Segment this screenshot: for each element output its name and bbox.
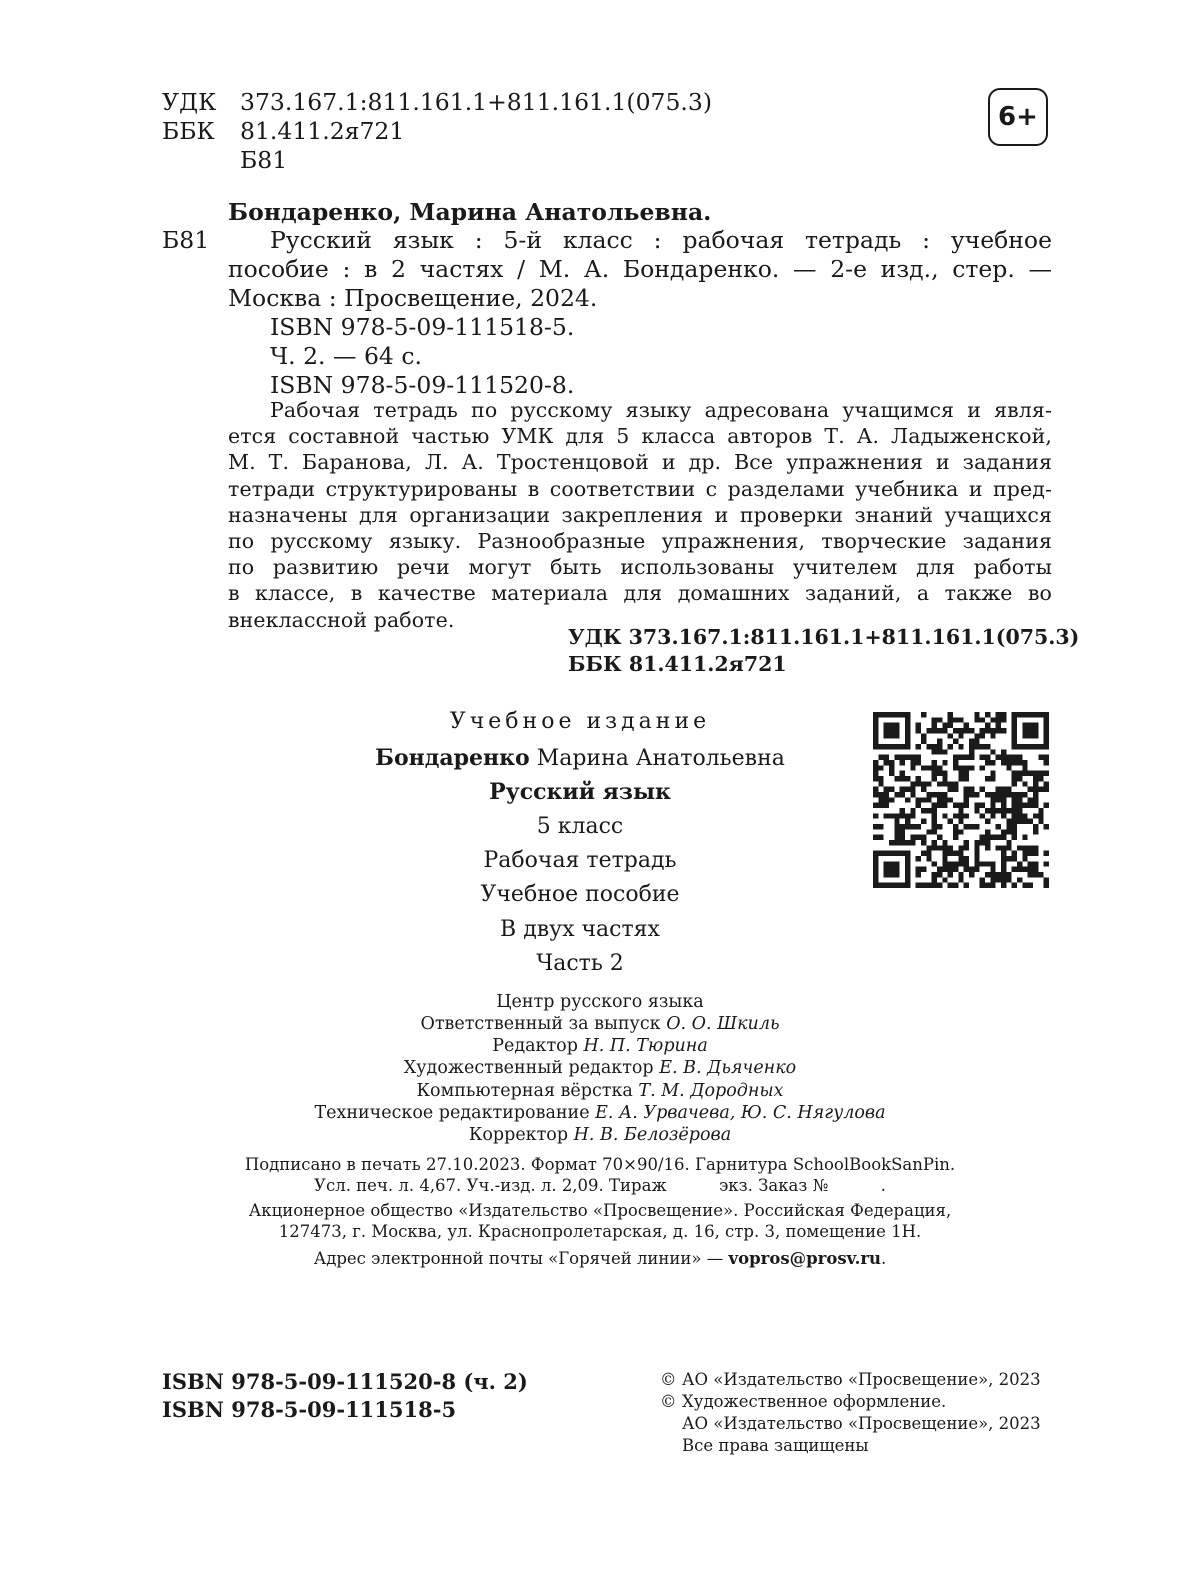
publisher-address: 127473, г. Москва, ул. Краснопролетарская, д. 16, стр. 3, помещение 1Н. bbox=[278, 1222, 922, 1241]
annotation-line: по русскому языку. Разнообразные упражнения, творческие задания bbox=[228, 529, 1052, 554]
credit-label: Ответственный за выпуск bbox=[420, 1014, 661, 1034]
biblio-line-2: пособие : в 2 частях / М. А. Бондаренко. — 2-е изд., стер. — bbox=[228, 255, 1052, 283]
print-volume: Усл. печ. л. 4,67. Уч.-изд. л. 2,09. Тираж экз. Заказ № . bbox=[314, 1176, 886, 1195]
email-end: . bbox=[881, 1249, 887, 1268]
credit-person: Н. П. Тюрина bbox=[583, 1036, 708, 1056]
parts-count: В двух частях bbox=[500, 917, 660, 942]
annotation-line: тетради структурированы в соответствии с разделами учебника и пред- bbox=[228, 476, 1052, 501]
annotation-line: по развитию речи могут быть использованы учителем для работы bbox=[228, 555, 1052, 580]
manual-type: Учебное пособие bbox=[480, 882, 680, 907]
credit-person: Н. В. Белозёрова bbox=[573, 1125, 732, 1145]
credit-editor bbox=[250, 1035, 950, 1057]
part-pages: Ч. 2. — 64 с. bbox=[270, 342, 422, 370]
copyright-symbol: © bbox=[660, 1370, 677, 1389]
copyright-line: АО «Издательство «Просвещение», 2023 bbox=[682, 1414, 1041, 1433]
biblio-author-mark: Б81 bbox=[162, 226, 210, 254]
isbn-bottom-part: ISBN 978-5-09-111520-8 (ч. 2) bbox=[162, 1369, 528, 1394]
annotation bbox=[228, 397, 1052, 633]
print-signed: Подписано в печать 27.10.2023. Формат 70×90/16. Гарнитура SchoolBookSanPin. bbox=[244, 1155, 956, 1174]
copyright-symbol: © bbox=[660, 1392, 677, 1411]
annotation-line: ется составной частью УМК для 5 класса авторов Т. А. Ладыженской, bbox=[228, 424, 1052, 449]
credit-label: Редактор bbox=[492, 1036, 578, 1056]
annotation-line: внеклассной работе. bbox=[228, 607, 455, 632]
part-number: Часть 2 bbox=[536, 951, 624, 976]
email-address: vopros@prosv.ru bbox=[728, 1249, 882, 1268]
credit-center: Центр русского языка bbox=[496, 992, 704, 1012]
age-rating-badge: 6+ bbox=[988, 88, 1048, 146]
credit-proofreader bbox=[250, 1124, 950, 1146]
grade: 5 класс bbox=[536, 814, 624, 839]
copyright bbox=[660, 1369, 1041, 1457]
annotation-line: Рабочая тетрадь по русскому языку адресована учащимся и явля- bbox=[270, 398, 1052, 422]
annotation-udk: УДК 373.167.1:811.161.1+811.161.1(075.3) bbox=[568, 625, 1080, 649]
copyright-line bbox=[660, 1391, 1041, 1413]
credit-person: Е. В. Дьяченко bbox=[659, 1058, 797, 1078]
biblio-line-1: Русский язык : 5-й класс : рабочая тетрадь : учебное bbox=[270, 226, 1052, 254]
isbn-bottom-set: ISBN 978-5-09-111518-5 bbox=[162, 1396, 457, 1422]
bbk-row bbox=[162, 117, 712, 146]
copyright-text: Художественное оформление. bbox=[682, 1392, 947, 1411]
credit-art-editor bbox=[250, 1057, 950, 1079]
email-label: Адрес электронной почты «Горячей линии» — bbox=[313, 1249, 724, 1268]
isbn-part: ISBN 978-5-09-111520-8. bbox=[270, 371, 575, 399]
author-mark: Б81 bbox=[240, 146, 288, 174]
copyright-line bbox=[660, 1369, 1041, 1391]
credit-label: Компьютерная вёрстка bbox=[416, 1081, 633, 1101]
copyright-text: АО «Издательство «Просвещение», 2023 bbox=[682, 1370, 1041, 1389]
book-title: Русский язык bbox=[489, 779, 671, 805]
publisher-name: Акционерное общество «Издательство «Просвещение». Российская Федерация, bbox=[248, 1201, 952, 1220]
isbn-bottom bbox=[162, 1368, 528, 1423]
bbk-value: 81.411.2я721 bbox=[240, 117, 405, 145]
author-surname: Бондаренко bbox=[375, 745, 530, 771]
credit-person: Е. А. Урвачева, Ю. С. Нягулова bbox=[595, 1103, 886, 1123]
credit-tech-editing bbox=[250, 1102, 950, 1124]
annotation-codes bbox=[568, 624, 1079, 678]
credit-label: Техническое редактирование bbox=[314, 1103, 590, 1123]
hotline-email-line bbox=[230, 1248, 970, 1270]
credit-label: Корректор bbox=[468, 1125, 569, 1145]
annotation-line: М. Т. Баранова, Л. А. Тростенцовой и др. Все упражнения и задания bbox=[228, 450, 1052, 475]
credit-responsible bbox=[250, 1013, 950, 1035]
bbk-label: ББК bbox=[162, 117, 215, 145]
biblio-line-3: Москва : Просвещение, 2024. bbox=[228, 284, 598, 312]
udk-label: УДК bbox=[162, 88, 217, 116]
bibliographic-description bbox=[228, 226, 1052, 400]
isbn-set: ISBN 978-5-09-111518-5. bbox=[270, 313, 575, 341]
copyright-rights: Все права защищены bbox=[682, 1436, 869, 1455]
annotation-line: в классе, в качестве материала для домашних заданий, а также во bbox=[228, 581, 1052, 606]
edition-type: Учебное издание bbox=[449, 709, 711, 734]
credit-person: Т. М. Дородных bbox=[638, 1081, 784, 1101]
author-given-name: Марина Анатольевна bbox=[536, 746, 785, 771]
book-kind: Рабочая тетрадь bbox=[483, 848, 677, 873]
credit-person: О. О. Шкиль bbox=[666, 1014, 780, 1034]
annotation-bbk: ББК 81.411.2я721 bbox=[568, 652, 787, 676]
catalog-codes bbox=[162, 88, 712, 175]
udk-value: 373.167.1:811.161.1+811.161.1(075.3) bbox=[240, 88, 713, 116]
author-mark-row bbox=[162, 146, 712, 175]
author-heading: Бондаренко, Марина Анатольевна. bbox=[228, 198, 712, 226]
author-full-name bbox=[330, 745, 830, 771]
credit-label: Художественный редактор bbox=[403, 1058, 654, 1078]
qr-code bbox=[873, 712, 1049, 888]
credit-layout bbox=[250, 1080, 950, 1102]
udk-row bbox=[162, 88, 712, 117]
annotation-line: назначены для организации закрепления и проверки знаний учащихся bbox=[228, 502, 1052, 527]
